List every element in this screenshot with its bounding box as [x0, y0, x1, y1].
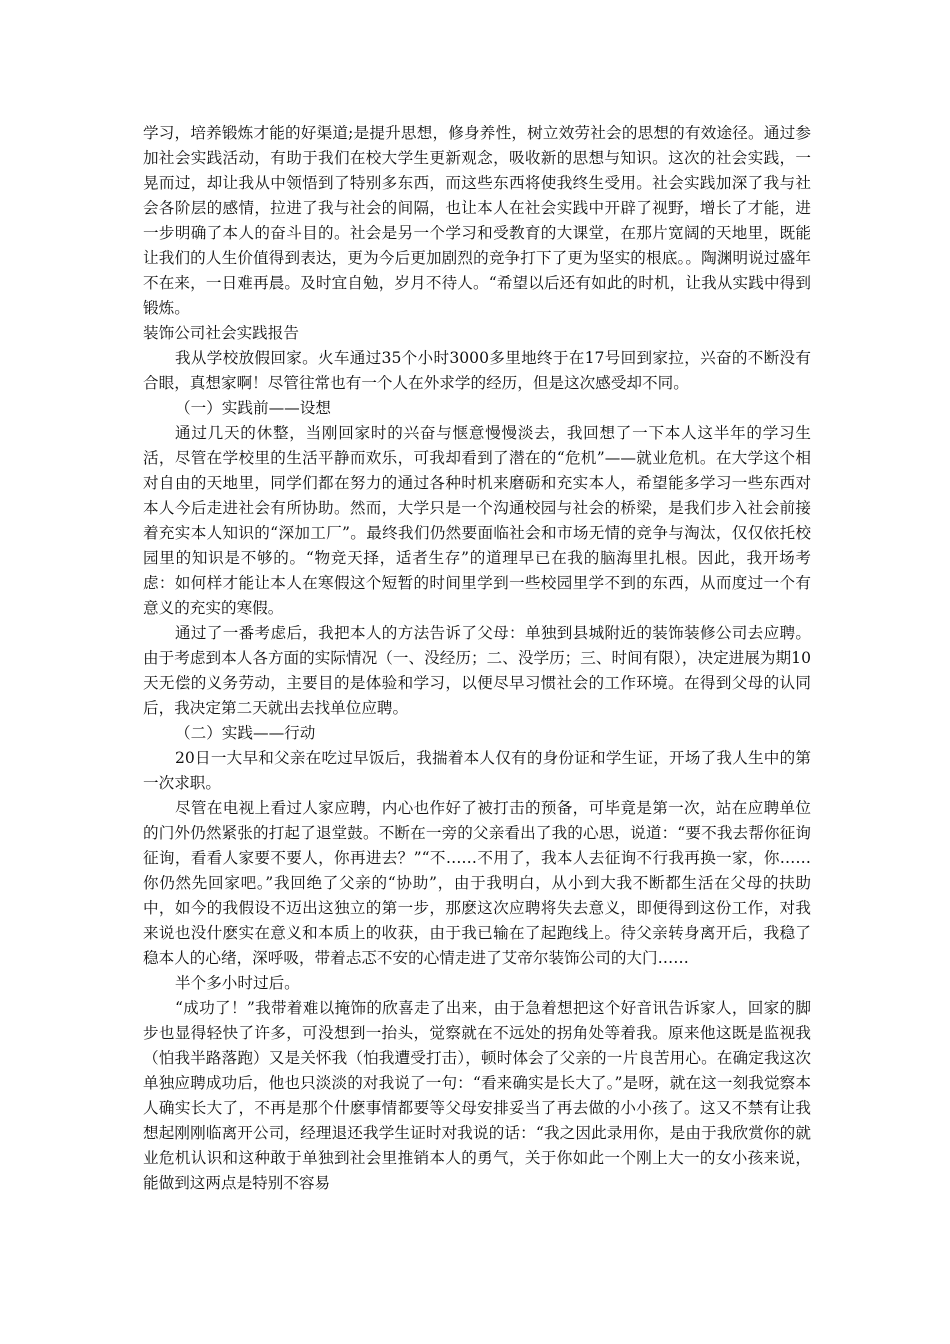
section-heading-action: （二）实践——行动: [175, 724, 316, 742]
document-body: [143, 121, 811, 1196]
paragraph-conclusion: 学习，培养锻炼才能的好渠道;是提升思想，修身养性，树立效劳社会的思想的有效途径。通过参加社会实践活动，有助于我们在校大学生更新观念，吸收新的思想与知识。这次的社会实践，一晃而过，却让我从中领悟到了特别多东西，而这些东西将使我终生受用。社会实践加深了我与社会各阶层的感情，拉进了我与社会的间隔，也让本人在社会实践中开辟了视野，增长了才能，进一步明确了本人的奋斗目的。社会是另一个学习和受教育的大课堂，在那片宽阔的天地里，既能让我们的人生价值得到表达，更为今后更加剧烈的竞争打下了更为坚实的根底。。陶渊明说过盛年不在来，一日难再晨。及时宜自勉，岁月不待人。“希望以后还有如此的时机，让我从实践中得到锻炼。: [143, 124, 811, 317]
paragraph-success: “成功了！”我带着难以掩饰的欣喜走了出来，由于急着想把这个好音讯告诉家人，回家的脚步也显得轻快了许多，可没想到一抬头，觉察就在不远处的拐角处等着我。原来他这既是监视我（怕我半路落跑）又是关怀我（怕我遭受打击），顿时体会了父亲的一片良苦用心。在确定我这次单独应聘成功后，他也只淡淡的对我说了一句：“看来确实是长大了。”是呀，就在这一刻我觉察本人确实长大了，不再是那个什麽事情都要等父母安排妥当了再去做的小小孩了。这又不禁有让我想起刚刚临离开公司，经理退还我学生证时对我说的话：“我之因此录用你，是由于我欣赏你的就业危机认识和这种敢于单独到社会里推销本人的勇气，关于你如此一个刚上大一的女小孩来说，能做到这两点是特别不容易: [143, 999, 811, 1192]
paragraph-intro: 我从学校放假回家。火车通过35个小时3000多里地终于在17号回到家拉，兴奋的不断没有合眼，真想家啊！尽管往常也有一个人在外求学的经历，但是这次感受却不同。: [143, 349, 811, 392]
paragraph-first-job: 20日一大早和父亲在吃过早饭后，我揣着本人仅有的身份证和学生证，开场了我人生中的第一次求职。: [143, 749, 811, 792]
paragraph-time-passed: 半个多小时过后。: [175, 974, 300, 992]
paragraph-plan: 通过几天的休整，当刚回家时的兴奋与惬意慢慢淡去，我回想了一下本人这半年的学习生活，尽管在学校里的生活平静而欢乐，可我却看到了潜在的“危机”——就业危机。在大学这个相对自由的天地里，同学们都在努力的通过各种时机来磨砺和充实本人，希望能多学习一些东西对本人今后走进社会有所协助。然而，大学只是一个沟通校园与社会的桥梁，是我们步入社会前接着充实本人知识的“深加工厂”。最终我们仍然要面临社会和市场无情的竞争与淘汰，仅仅依托校园里的知识是不够的。“物竞天择，适者生存”的道理早已在我的脑海里扎根。因此，我开场考虑：如何样才能让本人在寒假这个短暂的时间里学到一些校园里学不到的东西，从而度过一个有意义的充实的寒假。: [143, 424, 811, 617]
paragraph-interview: 尽管在电视上看过人家应聘，内心也作好了被打击的预备，可毕竟是第一次，站在应聘单位的门外仍然紧张的打起了退堂鼓。不断在一旁的父亲看出了我的心思，说道：“要不我去帮你征询征询，看看人家要不要人，你再进去？”“不……不用了，我本人去征询不行我再换一家，你……你仍然先回家吧。”我回绝了父亲的“协助”，由于我明白，从小到大我不断都生活在父母的扶助中，如今的我假设不迈出这独立的第一步，那麽这次应聘将失去意义，即便得到这份工作，对我来说也没什麽实在意义和本质上的收获，由于我已输在了起跑线上。待父亲转身离开后，我稳了稳本人的心绪，深呼吸，带着忐忑不安的心情走进了艾帝尔装饰公司的大门……: [143, 799, 811, 967]
paragraph-decision: 通过了一番考虑后，我把本人的方法告诉了父母：单独到县城附近的装饰装修公司去应聘。由于考虑到本人各方面的实际情况（一、没经历；二、没学历；三、时间有限），决定进展为期10天无偿的义务劳动，主要目的是体验和学习，以便尽早习惯社会的工作环境。在得到父母的认同后，我决定第二天就出去找单位应聘。: [143, 624, 811, 717]
section-heading-plan: （一）实践前——设想: [175, 399, 331, 417]
report-title: 装饰公司社会实践报告: [143, 324, 299, 342]
